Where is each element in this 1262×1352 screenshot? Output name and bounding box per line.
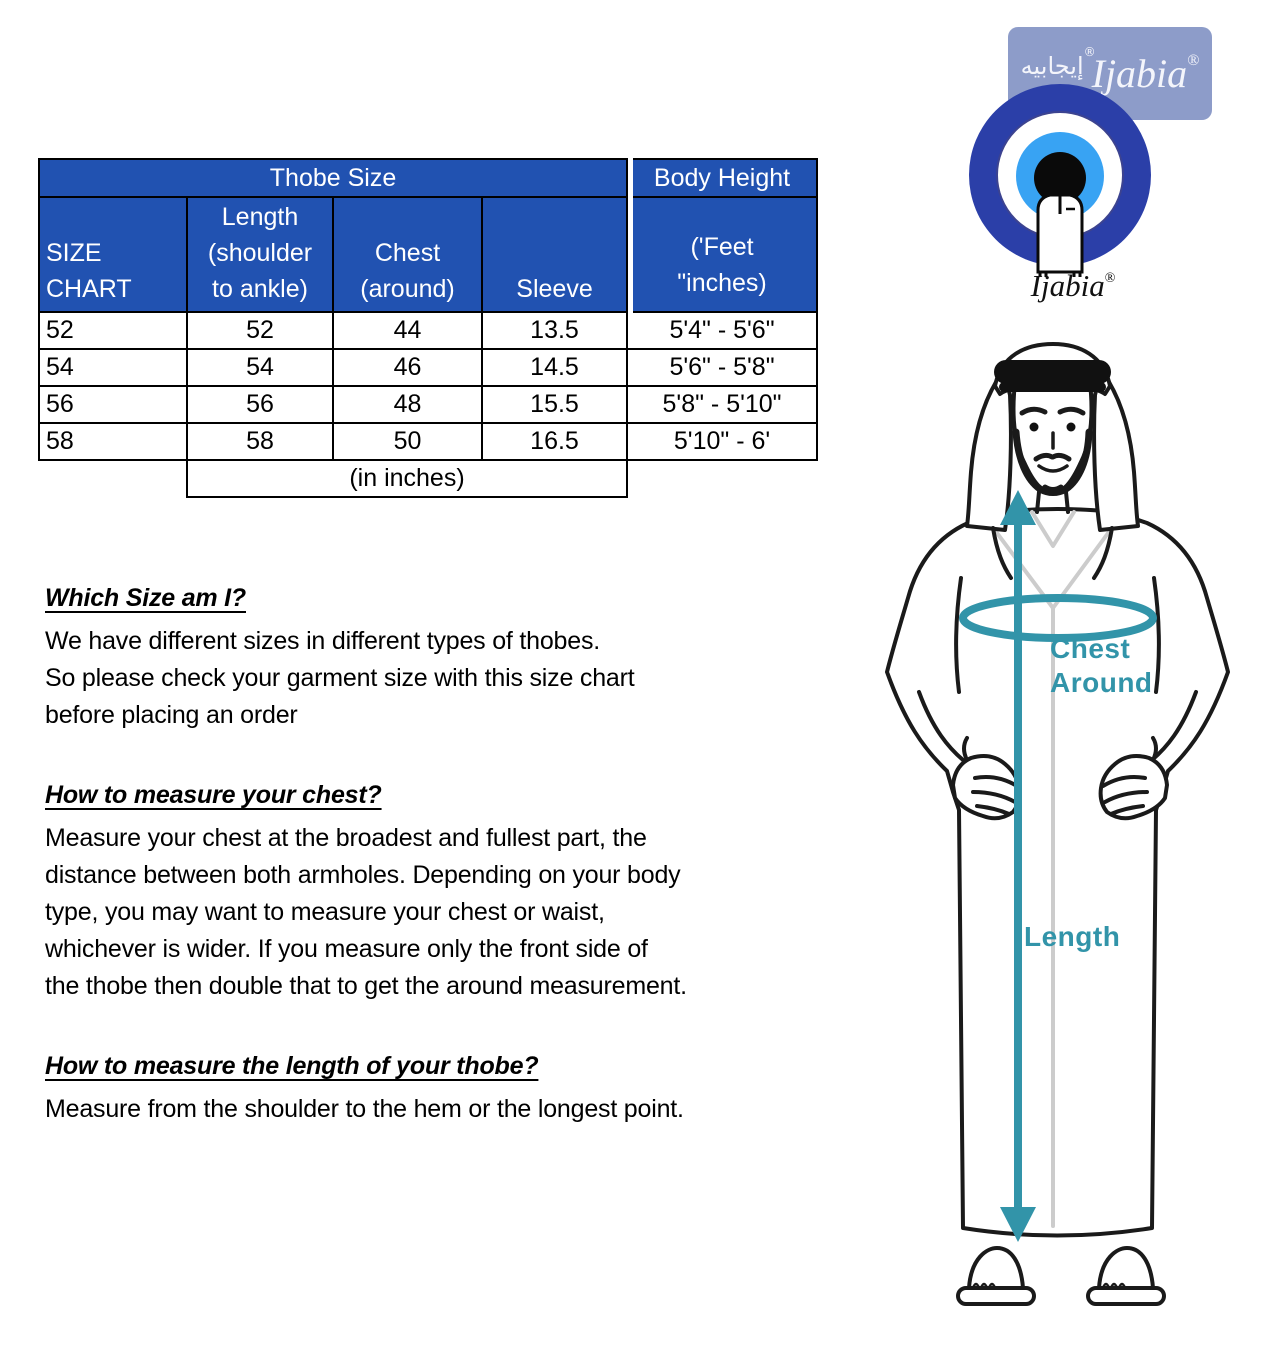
chest-cell: 48 bbox=[333, 386, 482, 423]
text-line: before placing an order bbox=[45, 701, 298, 729]
size-chart-table bbox=[38, 158, 818, 498]
column-header-size-chart: SIZE CHART bbox=[39, 197, 187, 312]
text-line: So please check your garment size with this size chart bbox=[45, 664, 635, 692]
body-height-cell: 5'6" - 5'8" bbox=[627, 349, 817, 386]
chest-cell: 46 bbox=[333, 349, 482, 386]
eye-logo-caption: Ijabia® bbox=[1030, 268, 1116, 303]
section-heading: Which Size am I? bbox=[45, 584, 246, 612]
text-line: distance between both armholes. Depending on your body bbox=[45, 861, 681, 889]
sleeve-cell: 14.5 bbox=[482, 349, 627, 386]
brand-arabic-name: إيجابيه® bbox=[1020, 45, 1096, 80]
empty-cell bbox=[39, 460, 187, 497]
sleeve-cell: 13.5 bbox=[482, 312, 627, 349]
brand-latin-name: Ijabia® bbox=[1091, 51, 1200, 96]
length-cell: 52 bbox=[187, 312, 333, 349]
section-heading: How to measure your chest? bbox=[45, 781, 382, 809]
length-label: Length bbox=[1024, 921, 1121, 952]
header-thobe-size: Thobe Size bbox=[39, 159, 627, 197]
empty-cell bbox=[627, 460, 817, 497]
size-cell: 58 bbox=[39, 423, 187, 460]
section-measure-length bbox=[45, 1052, 775, 1128]
chest-around-label: Chest Around bbox=[1050, 633, 1153, 698]
length-cell: 56 bbox=[187, 386, 333, 423]
registered-mark: ® bbox=[1083, 45, 1096, 59]
text-line: Measure from the shoulder to the hem or the longest point. bbox=[45, 1095, 684, 1123]
text-line: type, you may want to measure your chest or waist, bbox=[45, 898, 605, 926]
body-height-cell: 5'4" - 5'6" bbox=[627, 312, 817, 349]
text-line: the thobe then double that to get the around measurement. bbox=[45, 972, 687, 1000]
size-cell: 56 bbox=[39, 386, 187, 423]
text-line: whichever is wider. If you measure only the front side of bbox=[45, 935, 648, 963]
size-cell: 54 bbox=[39, 349, 187, 386]
chest-cell: 50 bbox=[333, 423, 482, 460]
section-heading: How to measure the length of your thobe? bbox=[45, 1052, 539, 1080]
instructions-text bbox=[45, 584, 775, 1175]
column-header-chest: Chest (around) bbox=[333, 197, 482, 312]
text-line: We have different sizes in different types of thobes. bbox=[45, 627, 601, 655]
length-cell: 58 bbox=[187, 423, 333, 460]
evil-eye-logo bbox=[962, 82, 1158, 277]
section-which-size bbox=[45, 584, 775, 734]
sandals bbox=[958, 1248, 1164, 1304]
column-header-feet-inches: ('Feet "inches) bbox=[627, 197, 817, 312]
unit-note: (in inches) bbox=[187, 460, 627, 497]
column-header-sleeve: Sleeve bbox=[482, 197, 627, 312]
registered-mark: ® bbox=[1187, 52, 1200, 69]
length-cell: 54 bbox=[187, 349, 333, 386]
thobe-body-outline bbox=[887, 509, 1228, 1236]
thobe-figure bbox=[1038, 195, 1082, 277]
table-row bbox=[39, 349, 817, 386]
table-row bbox=[39, 423, 817, 460]
agal-band bbox=[994, 360, 1111, 392]
registered-mark: ® bbox=[1104, 271, 1116, 286]
table-row bbox=[39, 386, 817, 423]
sleeve-cell: 15.5 bbox=[482, 386, 627, 423]
body-height-cell: 5'10" - 6' bbox=[627, 423, 817, 460]
column-header-length: Length (shoulder to ankle) bbox=[187, 197, 333, 312]
section-measure-chest bbox=[45, 781, 775, 1005]
sleeve-cell: 16.5 bbox=[482, 423, 627, 460]
header-body-height: Body Height bbox=[627, 159, 817, 197]
table-footer-row bbox=[39, 460, 817, 497]
text-line: Measure your chest at the broadest and fullest part, the bbox=[45, 824, 647, 852]
thobe-measurement-diagram bbox=[875, 340, 1245, 1315]
table-row bbox=[39, 312, 817, 349]
body-height-cell: 5'8" - 5'10" bbox=[627, 386, 817, 423]
size-cell: 52 bbox=[39, 312, 187, 349]
chest-cell: 44 bbox=[333, 312, 482, 349]
